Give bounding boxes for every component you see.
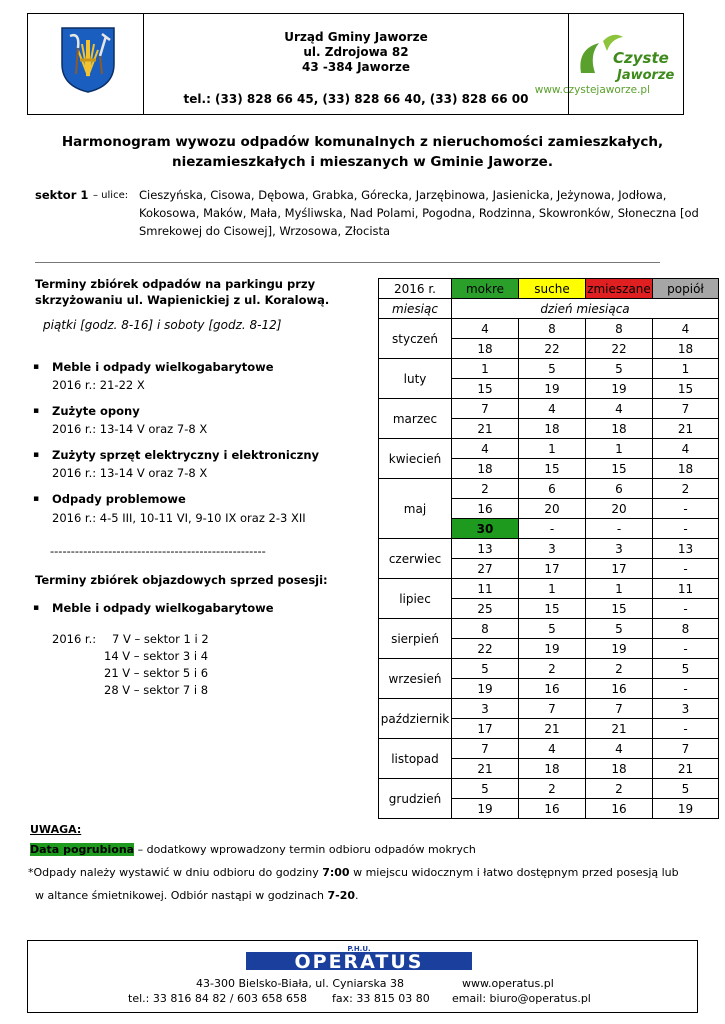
czyste-jaworze-logo — [573, 29, 678, 89]
month-cell: wrzesień — [379, 659, 452, 699]
table-row — [379, 539, 719, 559]
parking-title: Terminy zbiórek odpadów na parkingu przy — [35, 277, 316, 291]
day-cell: 1 — [519, 439, 586, 459]
bullet-icon: ▪ — [33, 450, 40, 460]
day-cell: 2 — [519, 779, 586, 799]
day-cell: 11 — [653, 579, 719, 599]
table-row — [379, 319, 719, 339]
day-cell: 19 — [586, 639, 653, 659]
day-cell: 16 — [586, 799, 653, 819]
note-text: w altance śmietnikowej. Odbiór nastąpi w godzinach — [35, 889, 328, 902]
day-cell: 5 — [452, 779, 519, 799]
header-divider — [568, 14, 569, 114]
footer-website[interactable]: www.operatus.pl — [462, 977, 554, 990]
mobile-year: 2016 r.: — [52, 632, 97, 646]
day-cell: 2 — [586, 659, 653, 679]
day-cell: 21 — [452, 759, 519, 779]
day-cell: 5 — [653, 659, 719, 679]
title-line-1: Harmonogram wywozu odpadów komunalnych z nieruchomości zamieszkałych, — [61, 134, 664, 150]
day-cell: 2 — [452, 479, 519, 499]
day-cell: 5 — [586, 359, 653, 379]
note-deadline — [28, 866, 679, 879]
day-cell: 3 — [653, 699, 719, 719]
table-row — [379, 779, 719, 799]
day-cell: 1 — [452, 359, 519, 379]
month-cell: marzec — [379, 399, 452, 439]
col-header-suche: suche — [519, 279, 586, 299]
note-text: . — [355, 889, 359, 902]
website-link[interactable]: www.czystejaworze.pl — [534, 84, 650, 96]
item-dates: 2016 r.: 13-14 V oraz 7-8 X — [52, 422, 208, 436]
day-cell: 21 — [586, 719, 653, 739]
dashed-separator: ---------------------------------------------------- — [50, 544, 266, 558]
mobile-date: 21 V – sektor 5 i 6 — [104, 666, 209, 680]
day-cell: 30 — [452, 519, 519, 539]
table-row — [379, 619, 719, 639]
day-cell: 8 — [586, 319, 653, 339]
coat-of-arms-icon — [60, 26, 116, 94]
mobile-date: 28 V – sektor 7 i 8 — [104, 683, 209, 697]
month-cell: październik — [379, 699, 452, 739]
month-cell: luty — [379, 359, 452, 399]
streets-line: Kokosowa, Maków, Mała, Myśliwska, Nad Polami, Pogodna, Rodzinna, Skowronków, Słoneczna [od — [139, 206, 699, 220]
office-street: ul. Zdrojowa 82 — [303, 45, 409, 59]
table-row — [379, 579, 719, 599]
day-cell: 19 — [452, 679, 519, 699]
month-cell: sierpień — [379, 619, 452, 659]
day-cell: - — [653, 559, 719, 579]
day-cell: 15 — [519, 459, 586, 479]
day-cell: 17 — [519, 559, 586, 579]
day-cell: 17 — [586, 559, 653, 579]
day-cell: 21 — [653, 419, 719, 439]
parking-hours: piątki [godz. 8-16] i soboty [godz. 8-12] — [43, 318, 282, 332]
day-cell: 16 — [519, 679, 586, 699]
item-name: Odpady problemowe — [52, 492, 186, 506]
day-cell: 18 — [586, 759, 653, 779]
footer-fax: fax: 33 815 03 80 — [332, 992, 430, 1005]
day-cell: - — [653, 599, 719, 619]
day-cell: 18 — [452, 339, 519, 359]
note-bold-date — [30, 843, 476, 856]
day-cell: 15 — [586, 459, 653, 479]
mobile-date: 7 V – sektor 1 i 2 — [112, 632, 209, 646]
operatus-logo — [246, 944, 472, 970]
day-cell: 1 — [586, 579, 653, 599]
day-cell: 8 — [519, 319, 586, 339]
day-cell: 18 — [653, 339, 719, 359]
streets-list — [139, 186, 699, 240]
day-cell: 19 — [519, 379, 586, 399]
logo-text-operatus: OPERATUS — [294, 951, 424, 970]
bold-date-desc: – dodatkowy wprowadzony termin odbioru odpadów mokrych — [134, 843, 476, 856]
day-cell: 7 — [586, 699, 653, 719]
day-cell: 15 — [519, 599, 586, 619]
day-cell: 18 — [586, 419, 653, 439]
page-title — [20, 132, 705, 172]
title-line-2: niezamieszkałych i mieszanych w Gminie Jaworze. — [172, 154, 553, 170]
day-cell: 22 — [519, 339, 586, 359]
header-divider — [143, 14, 144, 114]
day-cell: 3 — [586, 539, 653, 559]
day-cell: - — [653, 639, 719, 659]
day-cell: 18 — [452, 459, 519, 479]
day-cell: 2 — [519, 659, 586, 679]
bullet-icon: ▪ — [33, 494, 40, 504]
table-row — [379, 699, 719, 719]
day-cell: 20 — [519, 499, 586, 519]
day-cell: 16 — [519, 799, 586, 819]
footer-address: 43-300 Bielsko-Biała, ul. Cyniarska 38 — [196, 977, 404, 990]
day-cell: 22 — [452, 639, 519, 659]
logo-text-czyste: Czyste — [613, 49, 669, 67]
note-text: w miejscu widocznym i łatwo dostępnym przed posesją lub — [349, 866, 679, 879]
day-cell: 7 — [452, 399, 519, 419]
col-header-popiol: popiół — [653, 279, 719, 299]
day-cell: 6 — [586, 479, 653, 499]
day-cell: 5 — [452, 659, 519, 679]
day-cell: - — [653, 679, 719, 699]
day-cell: 6 — [519, 479, 586, 499]
day-cell: 18 — [519, 759, 586, 779]
notes-heading: UWAGA: — [30, 823, 82, 836]
day-cell: 22 — [586, 339, 653, 359]
office-name: Urząd Gminy Jaworze — [284, 30, 428, 44]
month-cell: styczeń — [379, 319, 452, 359]
day-cell: 1 — [586, 439, 653, 459]
day-cell: 16 — [586, 679, 653, 699]
month-label: miesiąc — [379, 299, 452, 319]
day-cell: 15 — [586, 599, 653, 619]
logo-text-jaworze: Jaworze — [617, 68, 675, 83]
table-row — [379, 479, 719, 499]
day-cell: 25 — [452, 599, 519, 619]
note-time: 7:00 — [322, 866, 350, 879]
day-cell: 18 — [519, 419, 586, 439]
day-cell: 1 — [653, 359, 719, 379]
bullet-icon: ▪ — [33, 406, 40, 416]
item-name: Zużyte opony — [52, 404, 140, 418]
day-cell: - — [653, 499, 719, 519]
day-cell: 4 — [452, 319, 519, 339]
day-cell: 17 — [452, 719, 519, 739]
note-hours — [35, 889, 359, 902]
streets-line: Smrekowej do Cisowej], Wrzosowa, Złocista — [139, 224, 391, 238]
day-cell: 18 — [653, 459, 719, 479]
day-cell: 15 — [452, 379, 519, 399]
day-cell: 4 — [452, 439, 519, 459]
footer-tel: tel.: 33 816 84 82 / 603 658 658 — [128, 992, 307, 1005]
table-row — [379, 399, 719, 419]
day-cell: 19 — [586, 379, 653, 399]
day-cell: 5 — [519, 359, 586, 379]
bullet-icon: ▪ — [33, 603, 40, 613]
col-header-mokre: mokre — [452, 279, 519, 299]
day-cell: 4 — [586, 739, 653, 759]
mobile-title: Terminy zbiórek objazdowych sprzed posesji: — [35, 573, 328, 587]
item-dates: 2016 r.: 21-22 X — [52, 378, 145, 392]
table-row — [379, 439, 719, 459]
day-cell: 3 — [452, 699, 519, 719]
table-subheader-row — [379, 299, 719, 319]
day-cell: 21 — [452, 419, 519, 439]
footer-email[interactable]: email: biuro@operatus.pl — [452, 992, 591, 1005]
col-header-zmieszane: zmieszane — [586, 279, 653, 299]
day-cell: 19 — [519, 639, 586, 659]
item-name: Meble i odpady wielkogabarytowe — [52, 360, 274, 374]
office-postal-city: 43 -384 Jaworze — [301, 60, 411, 74]
mobile-date: 14 V – sektor 3 i 4 — [104, 649, 209, 663]
day-cell: 7 — [653, 399, 719, 419]
day-cell: 19 — [452, 799, 519, 819]
table-row — [379, 359, 719, 379]
month-cell: grudzień — [379, 779, 452, 819]
day-cell: 5 — [653, 779, 719, 799]
table-row — [379, 659, 719, 679]
day-cell: 4 — [519, 399, 586, 419]
streets-line: Cieszyńska, Cisowa, Dębowa, Grabka, Górecka, Jarzębinowa, Jasienicka, Jeżynowa, Jodłowa, — [139, 188, 667, 202]
day-cell: 11 — [452, 579, 519, 599]
day-cell: 13 — [653, 539, 719, 559]
table-row — [379, 739, 719, 759]
item-dates: 2016 r.: 4-5 III, 10-11 VI, 9-10 IX oraz 2-3 XII — [52, 511, 306, 525]
separator-line — [35, 262, 660, 263]
note-time: 7-20 — [327, 889, 355, 902]
day-cell: - — [653, 519, 719, 539]
bullet-icon: ▪ — [33, 362, 40, 372]
month-cell: kwiecień — [379, 439, 452, 479]
note-text: *Odpady należy wystawić w dniu odbioru do godziny — [28, 866, 323, 879]
table-header-row — [379, 279, 719, 299]
day-cell: 7 — [519, 699, 586, 719]
bold-date-label: Data pogrubiona — [30, 843, 135, 856]
office-phones: tel.: (33) 828 66 45, (33) 828 66 40, (33) 828 66 00 — [183, 92, 529, 106]
day-cell: 4 — [586, 399, 653, 419]
day-cell: 21 — [519, 719, 586, 739]
streets-prefix: – ulice: — [93, 190, 129, 201]
day-cell: 4 — [653, 319, 719, 339]
month-cell: lipiec — [379, 579, 452, 619]
day-cell: - — [519, 519, 586, 539]
parking-title: skrzyżowaniu ul. Wapienickiej z ul. Koralową. — [35, 293, 330, 307]
day-cell: 19 — [653, 799, 719, 819]
day-cell: 15 — [653, 379, 719, 399]
day-cell: 27 — [452, 559, 519, 579]
day-label: dzień miesiąca — [452, 299, 719, 319]
day-cell: - — [586, 519, 653, 539]
day-cell: 21 — [653, 759, 719, 779]
logo-text-phu: P.H.U. — [347, 945, 371, 953]
day-cell: 7 — [653, 739, 719, 759]
header-box — [27, 13, 684, 115]
day-cell: 4 — [653, 439, 719, 459]
day-cell: 2 — [653, 479, 719, 499]
day-cell: 1 — [519, 579, 586, 599]
day-cell: 16 — [452, 499, 519, 519]
month-cell: czerwiec — [379, 539, 452, 579]
item-dates: 2016 r.: 13-14 V oraz 7-8 X — [52, 466, 208, 480]
day-cell: 8 — [653, 619, 719, 639]
day-cell: 2 — [586, 779, 653, 799]
schedule-table — [378, 278, 719, 819]
day-cell: 20 — [586, 499, 653, 519]
day-cell: 4 — [519, 739, 586, 759]
sector-label: sektor 1 — [35, 188, 89, 202]
day-cell: 8 — [452, 619, 519, 639]
day-cell: 5 — [586, 619, 653, 639]
mobile-item-name: Meble i odpady wielkogabarytowe — [52, 601, 274, 615]
day-cell: 13 — [452, 539, 519, 559]
day-cell: 5 — [519, 619, 586, 639]
day-cell: - — [653, 719, 719, 739]
day-cell: 3 — [519, 539, 586, 559]
year-header: 2016 r. — [379, 279, 452, 299]
month-cell: maj — [379, 479, 452, 539]
item-name: Zużyty sprzęt elektryczny i elektroniczny — [52, 448, 320, 462]
day-cell: 7 — [452, 739, 519, 759]
month-cell: listopad — [379, 739, 452, 779]
